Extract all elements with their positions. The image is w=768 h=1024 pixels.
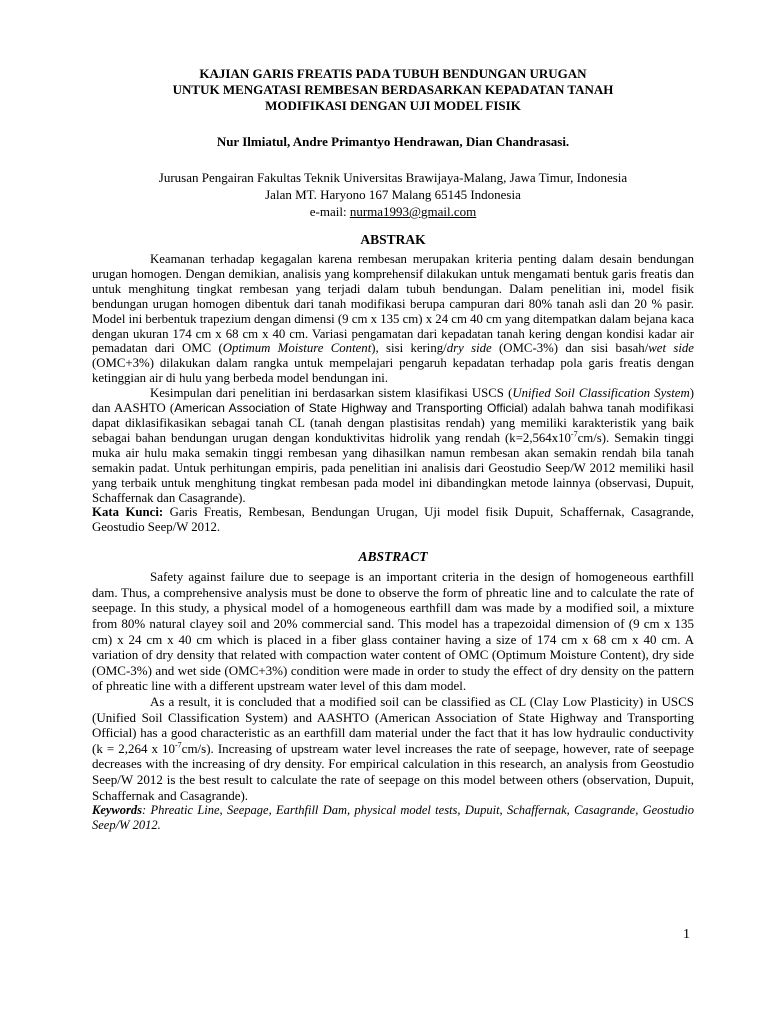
abstrak-p1-text-b: ), sisi kering/ (371, 341, 447, 356)
paper-page (92, 66, 694, 834)
abstrak-p2-aashto: American Association of State Highway and Transporting Official (174, 401, 524, 416)
email-label: e-mail: (309, 204, 350, 219)
keywords-label: Keywords (92, 803, 142, 818)
abstrak-p1-omc: Optimum Moisture Content (222, 341, 372, 356)
keywords (92, 803, 694, 833)
page-number: 1 (683, 927, 690, 942)
abstrak-p1-text-d: (OMC+3%) dilakukan dalam rangka untuk mempelajari pengaruh kepadatan terhadap pola garis freatis dengan ketinggian air di hulu yang berbeda model bendungan ini. (92, 356, 694, 386)
abstrak-p1-text-a: Keamanan terhadap kegagalan karena rembesan merupakan kriteria penting dalam desain bendungan urugan homogen. Dengan demikian, analisis yang komprehensif dilakukan untuk mengamati bentuk garis freatis dan untuk menghitung tingkat rembesan yang terjadi dalam tubuh bendungan. Dalam penelitian ini, model fisik bendungan urugan homogen dibentuk dari tanah modifikasi berupa campuran dari 80% tanah asli dan 20 % pasir. Model ini berbentuk trapezium dengan dimensi (9 cm x 135 cm) x 24 cm 40 cm yang ditempatkan dalam bejana kaca dengan ukuran 174 cm x 68 cm x 40 cm. Variasi pengamatan dari kepadatan tanah kering dengan kondisi kadar air pemadatan dari OMC ( (92, 252, 694, 356)
abstrak-heading: ABSTRAK (360, 232, 426, 247)
abstrak-p2-uscs: Unified Soil Classification System (512, 386, 690, 401)
title-line-1: KAJIAN GARIS FREATIS PADA TUBUH BENDUNGAN URUGAN (199, 66, 587, 81)
abstrak-p1-wet: wet side (648, 341, 694, 356)
paper-title (92, 66, 694, 114)
abstrak-p1-dry: dry side (446, 341, 492, 356)
abstract-p2-text-b: cm/s). Increasing of upstream water level increases the rate of seepage, however, rate of seepage decreases with the increasing of dry density. For empirical calculation in this research, an analysis from Geostudio Seep/W 2012 is the best result to calculate the rate of seepage on this model between others (observation, Dupuit, Schaffernak and Casagrande). (92, 740, 694, 803)
affiliation-line-2: Jalan MT. Haryono 167 Malang 65145 Indonesia (265, 187, 521, 202)
kata-kunci (92, 505, 694, 535)
abstrak-p2-exponent: -7 (570, 429, 578, 439)
title-line-3: MODIFIKASI DENGAN UJI MODEL FISIK (265, 98, 521, 113)
author-list: Nur Ilmiatul, Andre Primantyo Hendrawan, Dian Chandrasasi. (216, 134, 570, 149)
abstract-paragraph-2 (92, 694, 694, 803)
abstrak-p2-text-c: ) adalah bahwa tanah modifikasi dapat diklasifikasikan sebagai tanah CL (tanah dengan plastisitas rendah) yang memiliki karakteristik yang baik sebagai bahan bendungan urugan dengan konduktivitas hidrolik yang rendah (k=2,564x10 (92, 401, 694, 445)
abstract-heading: ABSTRACT (358, 549, 428, 565)
kata-kunci-text: Garis Freatis, Rembesan, Bendungan Urugan, Uji model fisik Dupuit, Schaffernak, Casagrande, Geostudio Seep/W 2012. (92, 505, 694, 535)
title-line-2: UNTUK MENGATASI REMBESAN BERDASARKAN KEPADATAN TANAH (172, 82, 614, 97)
keywords-text: : Phreatic Line, Seepage, Earthfill Dam, physical model tests, Dupuit, Schaffernak, Casagrande, Geostudio Seep/W 2012. (92, 803, 694, 833)
kata-kunci-label: Kata Kunci: (92, 505, 164, 520)
abstract-p2-text-a: As a result, it is concluded that a modified soil can be classified as CL (Clay Low Plasticity) in USCS (Unified Soil Classification System) and AASHTO (American Association of State Highway and Transporting Official) has a good characteristic as an earthfill dam material under the fact that it has low hydraulic conductivity (k = 2,264 x 10 (92, 693, 694, 756)
abstrak-paragraph-1 (92, 252, 694, 386)
affiliation-block (92, 169, 694, 220)
abstract-p2-exponent: -7 (175, 740, 182, 750)
affiliation-line-1: Jurusan Pengairan Fakultas Teknik Universitas Brawijaya-Malang, Jawa Timur, Indonesia (158, 170, 628, 185)
email-link[interactable]: nurma1993@gmail.com (349, 204, 477, 219)
abstrak-p2-text-d: cm/s). Semakin tinggi muka air hulu maka semakin tinggi rembesan yang dihasilkan namun rembesan akan semakin rendah bila tanah semakin padat. Untuk perhitungan empiris, pada penelitian ini analisis dari Geostudio Seep/W 2012 memiliki hasil yang terbaik untuk menghitung tingkat rembesan pada model ini dibandingkan metode lainnya (observasi, Dupuit, Schaffernak dan Casagrande). (92, 430, 694, 505)
abstract-paragraph-1: Safety against failure due to seepage is an important criteria in the design of homogeneous earthfill dam. Thus, a comprehensive analysis must be done to observe the form of phreatic line and to calculate the rate of seepage. In this study, a physical model of a homogeneous earthfill dam was made by a modified soil, a mixture from 80% natural clayey soil and 20% commercial sand. This model has a trapezoidal dimension of (9 cm x 135 cm) x 24 cm x 40 cm which is placed in a fiber glass container having a size of 174 cm x 68 cm x 40 cm. A variation of dry density that related with compaction water content of OMC (Optimum Moisture Content), dry side (OMC-3%) and wet side (OMC+3%) condition were made in order to study the effect of dry density on the pattern of phreatic line with a different upstream water level of this dam model. (92, 569, 694, 694)
abstrak-paragraph-2 (92, 386, 694, 505)
abstrak-p2-text-a: Kesimpulan dari penelitian ini berdasarkan sistem klasifikasi USCS ( (150, 386, 513, 401)
abstrak-p2-text-b: ) dan AASHTO ( (92, 386, 694, 416)
email-line (92, 203, 694, 220)
abstrak-p1-text-c: (OMC-3%) dan sisi basah/ (491, 341, 649, 356)
